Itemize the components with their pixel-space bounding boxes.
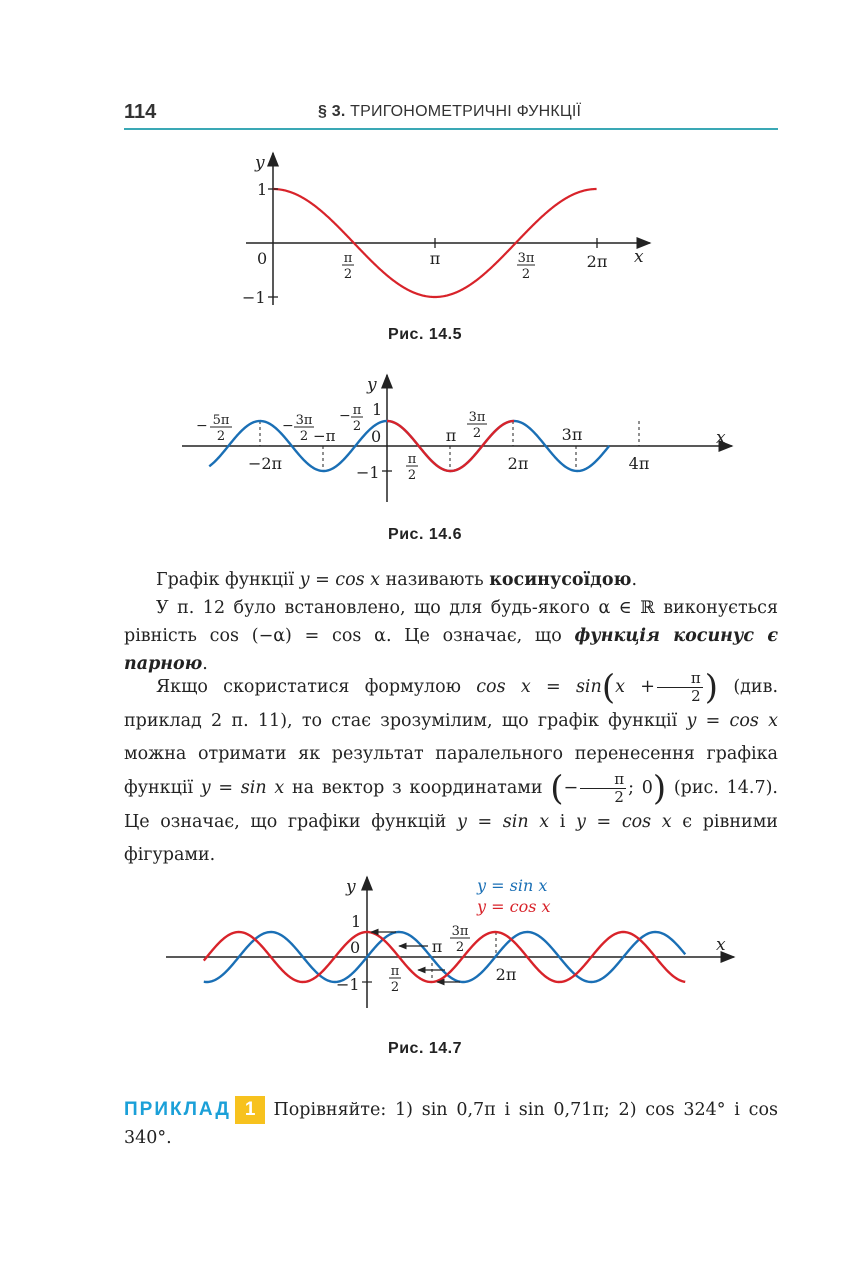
label-zero: 0 [257, 249, 268, 268]
label-one: 1 [372, 400, 383, 419]
label-pi-half-den: 2 [343, 267, 353, 282]
caption-14-5: Рис. 14.5 [388, 326, 462, 343]
label-3pi2-den: 2 [472, 426, 482, 441]
formula-y-cos-x: y = cos x [299, 570, 381, 590]
x-label: x [716, 428, 726, 448]
label-zero: 0 [350, 938, 361, 957]
label-m3pi2-num: 3π [295, 413, 313, 428]
formula-cos-sin: cos x = sin(x + $\frac{\pi}{2}$ ) [476, 667, 719, 708]
example-text: Порівняйте: 1) sin 0,7π і sin 0,71π; 2) cos 324° і cos 340°. [124, 1100, 778, 1148]
label-minus-pi: −π [313, 427, 336, 445]
label-2pi: 2π [586, 252, 608, 271]
section-name: ТРИГОНОМЕТРИЧНІ ФУНКЦІЇ [350, 103, 582, 120]
label-3pi2-num: 3π [451, 924, 469, 939]
x-label: x [634, 247, 644, 267]
caption-14-7: Рис. 14.7 [388, 1040, 462, 1057]
label-minus-2pi: −2π [247, 454, 283, 473]
label-pi2-den: 2 [390, 980, 400, 995]
label-3pi2-den: 2 [455, 940, 465, 955]
label-m3pi2-den: 2 [299, 429, 309, 444]
paragraph-2: У п. 12 було встановлено, що для будь-якого α ∈ ℝ виконується рівність cos (−α) = cos α. Це означає, що функція косинус є парною. [124, 598, 778, 674]
legend-sin: y = sin x [477, 876, 548, 895]
paragraph-3: Якщо скористатися формулою cos x = sin(x + $\frac{\pi}{2}$ ) (див. приклад 2 п. 11), то стає зрозумілим, що графік функції y = cos x можна отримати як результат паралельного перенесення графіка функції y = sin x на вектор з координатами (− $\frac{\pi}{2}$ ; 0) (рис. 14.7). Це означає, що графіки функцій y = sin x і y = cos x є рівними фігурами. [124, 667, 779, 865]
section-mark: § 3. [318, 103, 346, 120]
label-pi: π [445, 426, 457, 445]
caption-14-6: Рис. 14.6 [388, 526, 462, 543]
label-minus-one: −1 [242, 288, 266, 307]
x-label: x [716, 935, 726, 955]
label-3pi: 3π [561, 425, 583, 444]
label-minus-one: −1 [356, 463, 380, 482]
label-2pi: 2π [495, 965, 517, 984]
label-mpi2-den: 2 [352, 419, 362, 434]
label-pi2-num: π [390, 964, 400, 979]
label-minus-one: −1 [336, 975, 360, 994]
y-label: y [255, 153, 265, 173]
example-1 [124, 1096, 778, 1152]
label-pi2-den: 2 [407, 468, 417, 483]
alpha-in-r: α ∈ ℝ [598, 598, 655, 618]
label-m5pi2-den: 2 [216, 429, 226, 444]
label-one: 1 [351, 912, 362, 931]
example-number: 1 [235, 1096, 266, 1124]
label-3pi2-num: 3π [468, 410, 486, 425]
example-label: ПРИКЛАД [124, 1099, 231, 1120]
label-one: 1 [257, 180, 268, 199]
term-cosinusoid: косинусоїдою [489, 570, 632, 590]
paragraph-1: Графік функції y = cos x називають косинусоїдою. [156, 570, 638, 590]
label-minus: − [196, 418, 208, 434]
label-3pi-half-den: 2 [521, 267, 531, 282]
label-2pi: 2π [507, 454, 529, 473]
label-pi2-num: π [407, 452, 417, 467]
y-label: y [367, 375, 377, 395]
page-number: 114 [124, 101, 157, 123]
fraction-pi-2: $\frac{\pi}{2}$ [657, 670, 703, 705]
label-pi: π [431, 937, 443, 956]
label-mpi2-num: π [352, 403, 362, 418]
label-pi-half-num: π [343, 251, 353, 266]
legend-cos: y = cos x [477, 897, 551, 916]
label-m5pi2-num: 5π [212, 413, 230, 428]
label-minus: − [339, 408, 351, 424]
label-4pi: 4π [628, 454, 650, 473]
label-minus: − [282, 418, 294, 434]
vector-coordinates: (− $\frac{\pi}{2}$ ; 0) [550, 768, 667, 809]
label-zero: 0 [371, 427, 382, 446]
term-cosine-even: функція косинус є парною [124, 626, 778, 674]
label-pi: π [429, 249, 441, 268]
label-3pi-half-num: 3π [517, 251, 535, 266]
y-label: y [346, 877, 356, 897]
